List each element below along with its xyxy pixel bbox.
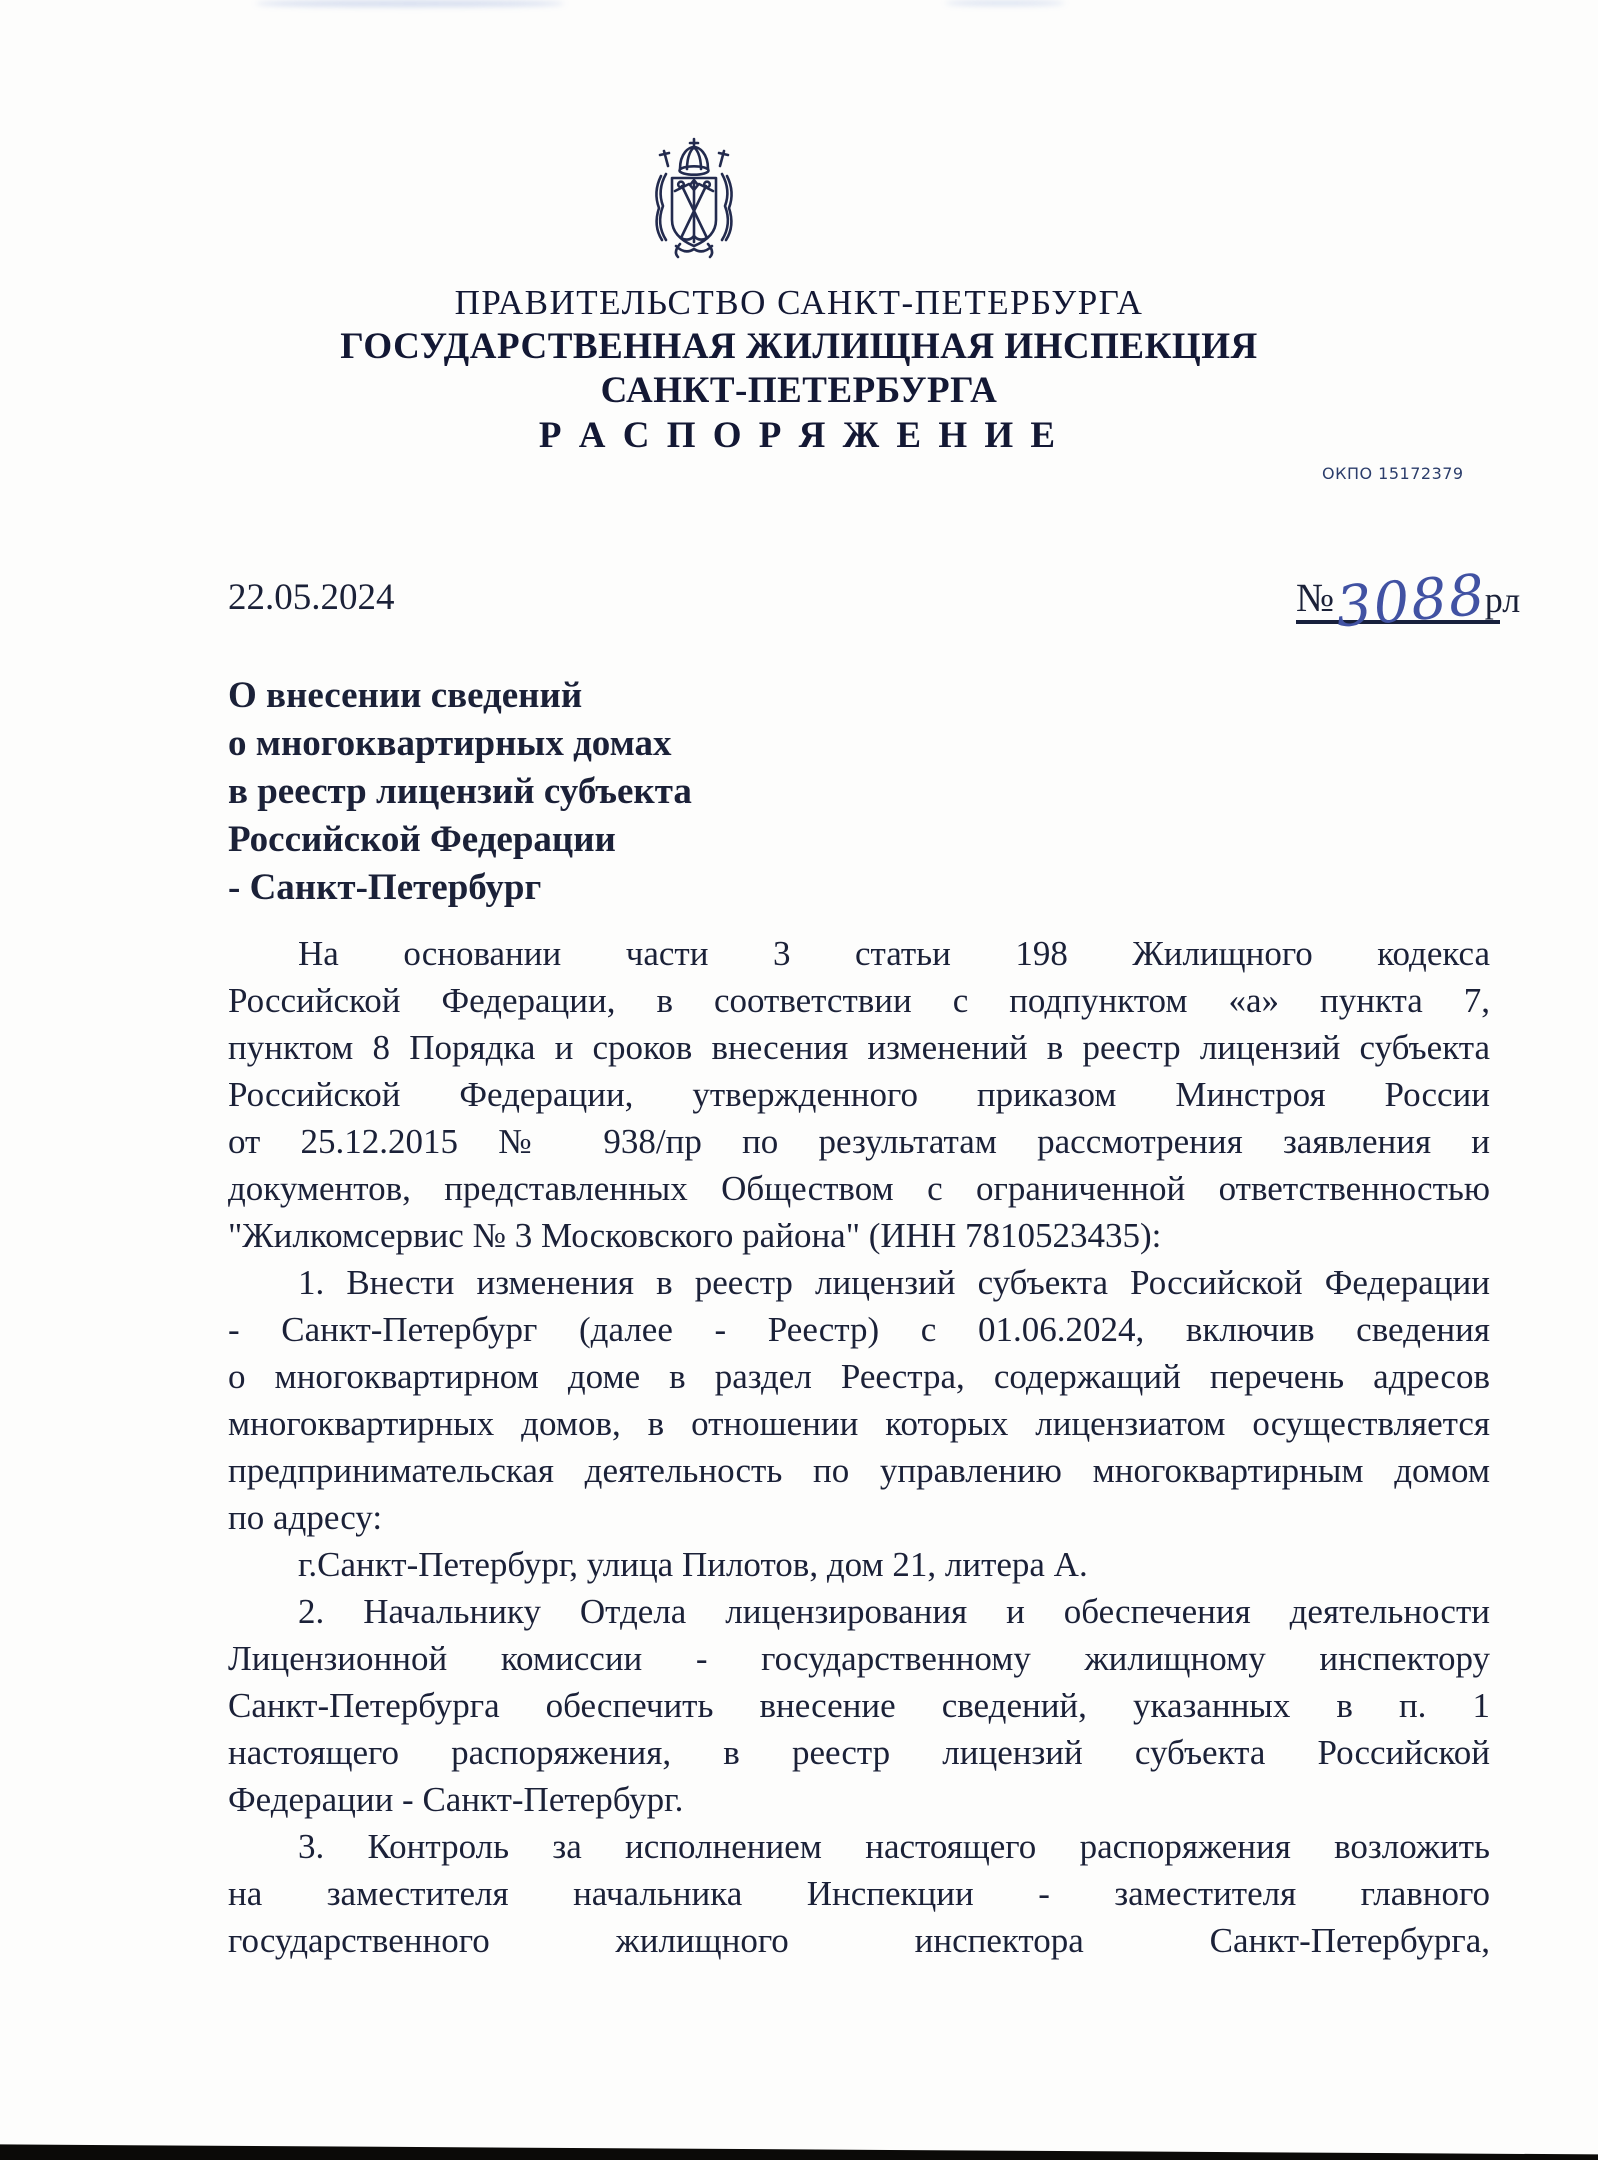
text-line: на заместителя начальника Инспекции - заместителя главного: [228, 1874, 1490, 1913]
text-line: Российской Федерации, в соответствии с подпунктом «а» пункта 7,: [228, 981, 1490, 1020]
paragraph-item-3: [228, 1823, 1490, 1964]
agency-name-line: ГОСУДАРСТВЕННАЯ ЖИЛИЩНАЯ ИНСПЕКЦИЯ: [340, 326, 1258, 367]
paragraph-item-1: [228, 1259, 1490, 1541]
text-line: в реестр лицензий субъекта: [228, 771, 692, 812]
saint-petersburg-coat-of-arms-icon: [628, 136, 760, 268]
text-line: Российской Федерации: [228, 819, 616, 860]
subject-heading: [228, 672, 1128, 912]
scan-artifact-smudge: [945, 0, 1065, 6]
text-line: о многоквартирном доме в раздел Реестра, содержащий перечень адресов: [228, 1357, 1490, 1396]
text-line: Российской Федерации, утвержденного приказом Минстроя России: [228, 1075, 1490, 1114]
scan-bottom-edge: [0, 2140, 1598, 2160]
text-line: "Жилкомсервис № 3 Московского района" (ИНН 7810523435):: [228, 1216, 1162, 1255]
body-text: [228, 930, 1490, 1964]
text-line: пунктом 8 Порядка и сроков внесения изменений в реестр лицензий субъекта: [228, 1028, 1490, 1067]
paragraph-preamble: [228, 930, 1490, 1259]
text-line: Федерации - Санкт-Петербург.: [228, 1780, 684, 1819]
text-line: государственного жилищного инспектора Санкт-Петербурга,: [228, 1921, 1490, 1960]
number-suffix: рл: [1484, 580, 1521, 620]
scan-artifact-smudge: [255, 0, 565, 7]
text-line: 3. Контроль за исполнением настоящего распоряжения возложить: [298, 1827, 1490, 1866]
government-line: ПРАВИТЕЛЬСТВО САНКТ-ПЕТЕРБУРГА: [454, 283, 1144, 322]
text-line: документов, представленных Обществом с ограниченной ответственностью: [228, 1169, 1490, 1208]
number-handwritten: 3088: [1333, 562, 1490, 641]
text-line: предпринимательская деятельность по управлению многоквартирным домом: [228, 1451, 1490, 1490]
number-sign: №: [1296, 575, 1335, 620]
document-number-field: [1296, 550, 1521, 641]
text-line: многоквартирных домов, в отношении которых лицензиатом осуществляется: [228, 1404, 1490, 1443]
agency-city-line: САНКТ-ПЕТЕРБУРГА: [600, 370, 998, 411]
text-line: - Санкт-Петербург: [228, 867, 542, 908]
address-line: г.Санкт-Петербург, улица Пилотов, дом 21, литера А.: [298, 1545, 1088, 1584]
text-line: - Санкт-Петербург (далее - Реестр) с 01.06.2024, включив сведения: [228, 1310, 1490, 1349]
text-line: О внесении сведений: [228, 675, 583, 716]
text-line: о многоквартирных домах: [228, 723, 672, 764]
text-line: по адресу:: [228, 1498, 383, 1537]
text-line: от 25.12.2015 № 938/пр по результатам рассмотрения заявления и: [228, 1122, 1490, 1161]
text-line: Лицензионной комиссии - государственному жилищному инспектору: [228, 1639, 1490, 1678]
letterhead: [299, 281, 1299, 459]
text-line: Санкт-Петербурга обеспечить внесение сведений, указанных в п. 1: [228, 1686, 1490, 1725]
document-date: 22.05.2024: [228, 577, 395, 618]
text-line: 1. Внести изменения в реестр лицензий субъекта Российской Федерации: [298, 1263, 1490, 1302]
text-line: На основании части 3 статьи 198 Жилищного кодекса: [298, 934, 1490, 973]
text-line: настоящего распоряжения, в реестр лицензий субъекта Российской: [228, 1733, 1490, 1772]
document-type-title: Р А С П О Р Я Ж Е Н И Е: [538, 415, 1060, 456]
paragraph-item-2: [228, 1588, 1490, 1823]
text-line: 2. Начальнику Отдела лицензирования и обеспечения деятельности: [298, 1592, 1490, 1631]
okpo-code: ОКПО 15172379: [1322, 464, 1464, 483]
